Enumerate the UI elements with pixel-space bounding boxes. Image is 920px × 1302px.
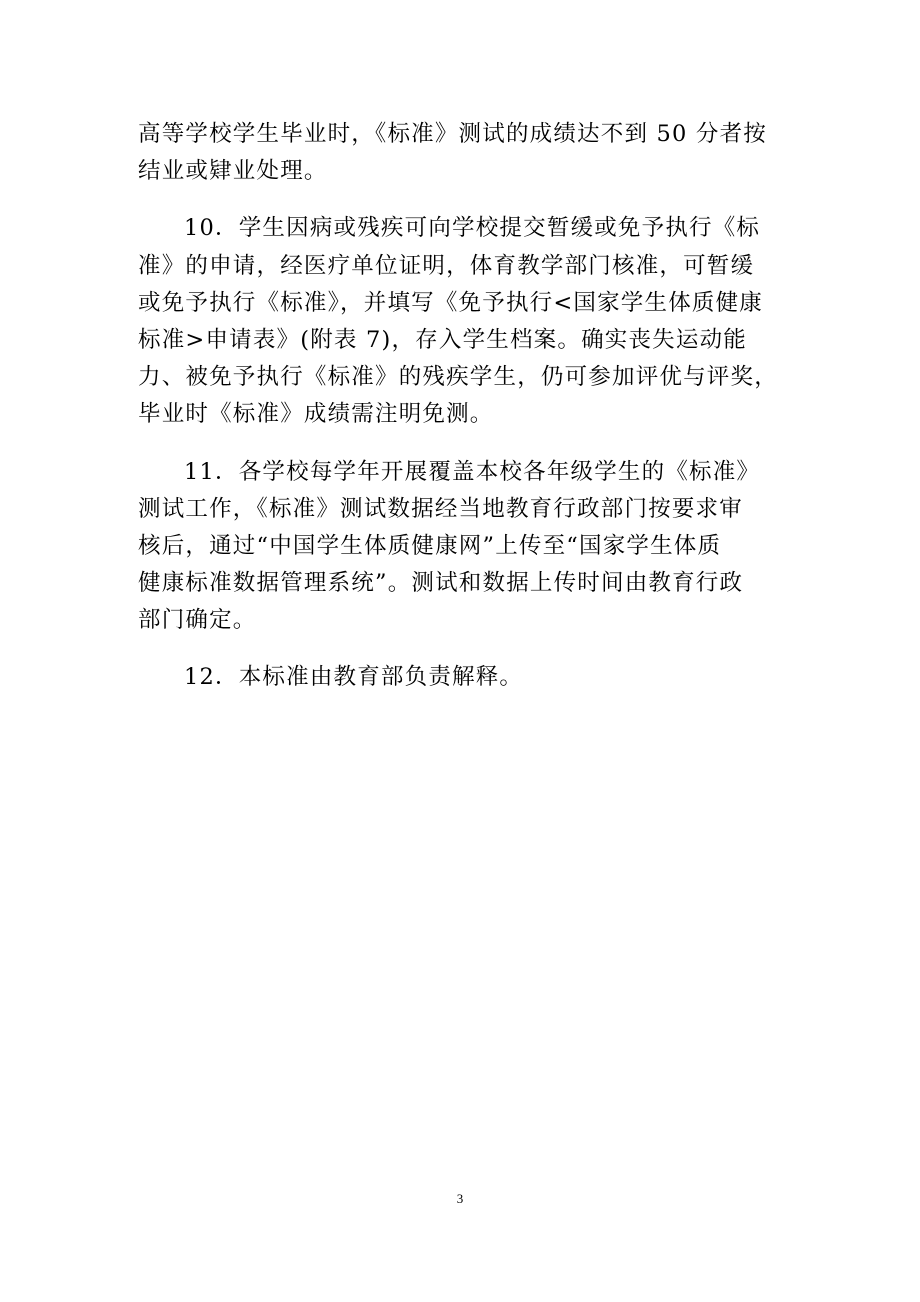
text-line: 11．各学校每学年开展覆盖本校各年级学生的《标准》 xyxy=(184,458,761,485)
text-line: 或免予执行《标准》，并填写《免予执行<国家学生体质健康 xyxy=(138,289,764,316)
text-line: 10．学生因病或残疾可向学校提交暂缓或免予执行《标 xyxy=(184,215,761,242)
text-line: 测试工作，《标准》测试数据经当地教育行政部门按要求审 xyxy=(138,495,743,522)
document-body xyxy=(138,116,798,717)
paragraph-graduation-rule xyxy=(138,116,798,190)
text-line: 高等学校学生毕业时，《标准》测试的成绩达不到 50 分者按 xyxy=(138,121,767,147)
text-line: 12．本标准由教育部负责解释。 xyxy=(184,664,524,691)
text-line: 健康标准数据管理系统”。测试和数据上传时间由教育行政 xyxy=(138,570,744,597)
paragraph-item-11 xyxy=(138,454,798,640)
text-line: 准》的申请，经医疗单位证明，体育教学部门核准，可暂缓 xyxy=(138,252,755,279)
text-line: 结业或肄业处理。 xyxy=(138,158,328,185)
paragraph-item-12 xyxy=(138,659,798,696)
text-line: 毕业时《标准》成绩需注明免测。 xyxy=(138,401,494,428)
text-line: 标准>申请表》(附表 7)，存入学生档案。确实丧失运动能 xyxy=(138,326,747,353)
text-line: 部门确定。 xyxy=(138,607,257,634)
page-number: 3 xyxy=(456,1191,464,1206)
text-line: 核后，通过“中国学生体质健康网”上传至“国家学生体质 xyxy=(138,532,722,559)
text-line: 力、被免予执行《标准》的残疾学生，仍可参加评优与评奖， xyxy=(138,364,778,391)
paragraph-item-10 xyxy=(138,210,798,433)
